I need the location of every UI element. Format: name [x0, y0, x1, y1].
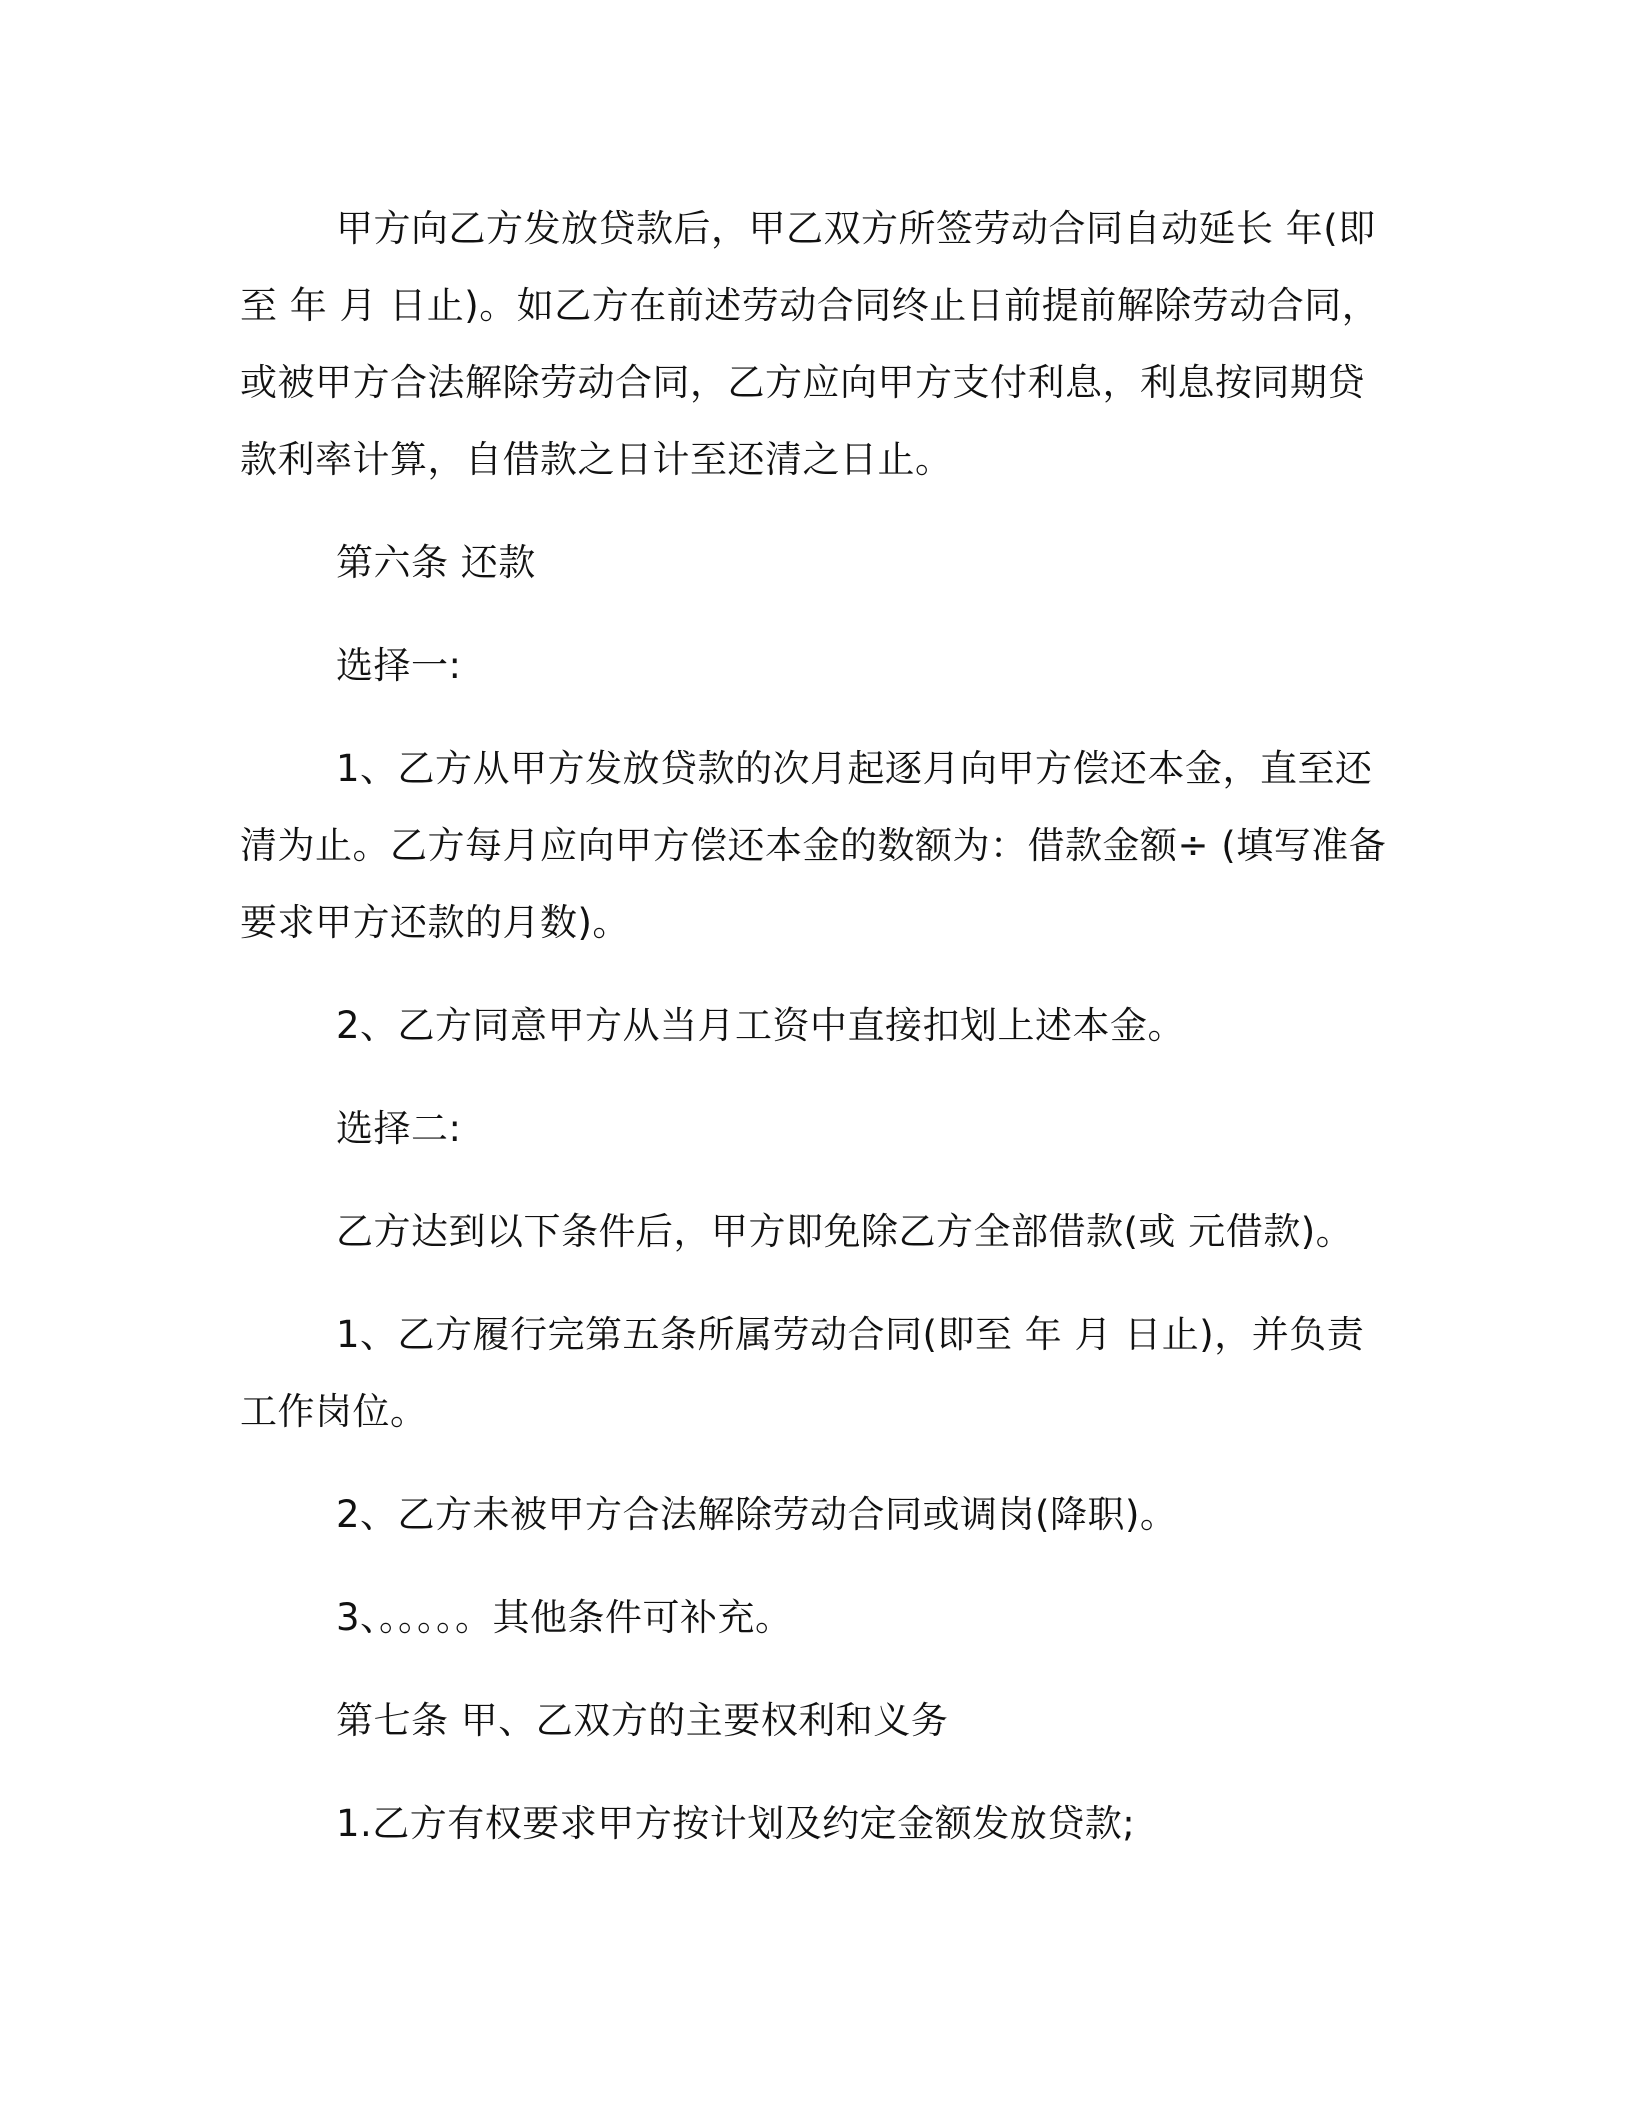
paragraph-condition-3: 3、。。。。。其他条件可补充。: [336, 1596, 793, 1639]
paragraph-condition-1: 1、乙方履行完第五条所属劳动合同(即至 年 月 日止)，并负责 工作岗位。: [240, 1313, 1365, 1433]
paragraph-extension-clause: 甲方向乙方发放贷款后，甲乙双方所签劳动合同自动延长 年(即至 年 月 日止)。如乙方在前述劳动合同终止日前提前解除劳动合同，或被甲方合法解除劳动合同，乙方应向甲方支付利息，利息按同期贷款利率计算，自借款之日计至还清之日止。: [240, 207, 1380, 481]
paragraph-waiver: 乙方达到以下条件后，甲方即免除乙方全部借款(或 元借款)。: [336, 1210, 1354, 1253]
option-two-label: 选择二:: [336, 1107, 462, 1150]
heading-article-6: 第六条 还款: [336, 541, 536, 584]
paragraph-right-1: 1.乙方有权要求甲方按计划及约定金额发放贷款;: [336, 1802, 1136, 1845]
heading-article-7: 第七条 甲、乙双方的主要权利和义务: [336, 1699, 949, 1742]
paragraph-repayment-1: 1、乙方从甲方发放贷款的次月起逐月向甲方偿还本金，直至还清为止。乙方每月应向甲方偿还本金的数额为：借款金额÷ (填写准备要求甲方还款的月数)。: [240, 747, 1387, 944]
paragraph-repayment-2: 2、乙方同意甲方从当月工资中直接扣划上述本金。: [336, 1004, 1186, 1047]
document-page: [240, 190, 1390, 1862]
paragraph-condition-2: 2、乙方未被甲方合法解除劳动合同或调岗(降职)。: [336, 1493, 1178, 1536]
option-one-label: 选择一:: [336, 644, 462, 687]
